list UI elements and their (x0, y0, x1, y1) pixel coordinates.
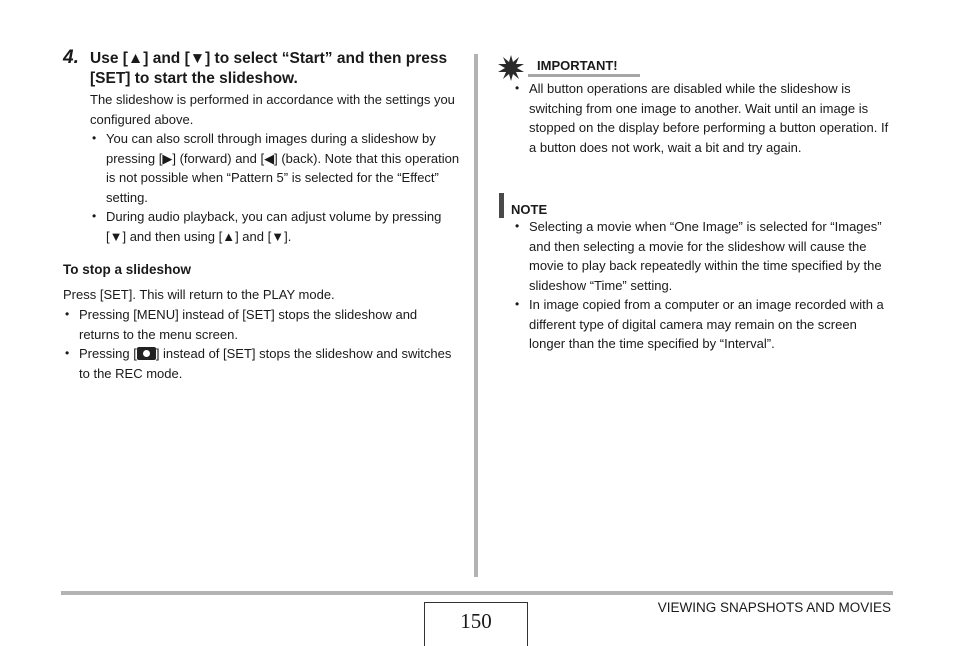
camera-icon (137, 347, 156, 360)
list-item (63, 344, 458, 383)
important-header (498, 55, 640, 77)
bullet-text-suffix: ] instead of [SET] stops the slideshow and switches to the REC mode. (79, 346, 452, 381)
section-heading: To stop a slideshow (63, 262, 192, 277)
note-marker (499, 193, 504, 218)
note-label: NOTE (511, 202, 548, 217)
section-intro: Press [SET]. This will return to the PLAY mode. (63, 287, 335, 302)
bullet-text-prefix: Pressing [ (79, 346, 137, 361)
important-bullet-list (513, 79, 893, 157)
list-item: • During audio playback, you can adjust volume by pressing [▼] and then using [▲] and [▼]. (90, 207, 462, 246)
list-item: • Selecting a movie when “One Image” is selected for “Images” and then selecting a movie for the slideshow will cause the movie to play back repeatedly within the time specified by the slideshow “Time” setting. (513, 217, 889, 295)
note-bullet-list (513, 217, 889, 354)
important-underline (528, 74, 640, 77)
important-label: IMPORTANT! (537, 58, 618, 73)
step-number: 4. (63, 47, 79, 68)
page-number-box (424, 602, 528, 646)
list-item: • All button operations are disabled while the slideshow is switching from one image to another. Wait until an image is stopped on the display before performing a button operation. If a button does not work, wait a bit and try again. (513, 79, 893, 157)
column-divider (474, 54, 478, 577)
footer-rule (61, 591, 893, 595)
step-bullet-list (90, 129, 462, 246)
footer-section-title: VIEWING SNAPSHOTS AND MOVIES (657, 600, 891, 615)
list-item: • You can also scroll through images during a slideshow by pressing [▶] (forward) and [◀] (back). Note that this operation is not possible when “Pattern 5” is selected for the “Effect” setting. (90, 129, 462, 207)
step-description: The slideshow is performed in accordance with the settings you configured above. (90, 92, 455, 127)
list-item: • In image copied from a computer or an image recorded with a different type of digital camera may remain on the screen longer than the time specified by “Interval”. (513, 295, 889, 354)
page-number: 150 (460, 609, 492, 633)
step-title: Use [▲] and [▼] to select “Start” and then press [SET] to start the slideshow. (90, 50, 448, 87)
list-item: • Pressing [MENU] instead of [SET] stops the slideshow and returns to the menu screen. (63, 305, 458, 344)
stop-bullet-list (63, 305, 458, 383)
